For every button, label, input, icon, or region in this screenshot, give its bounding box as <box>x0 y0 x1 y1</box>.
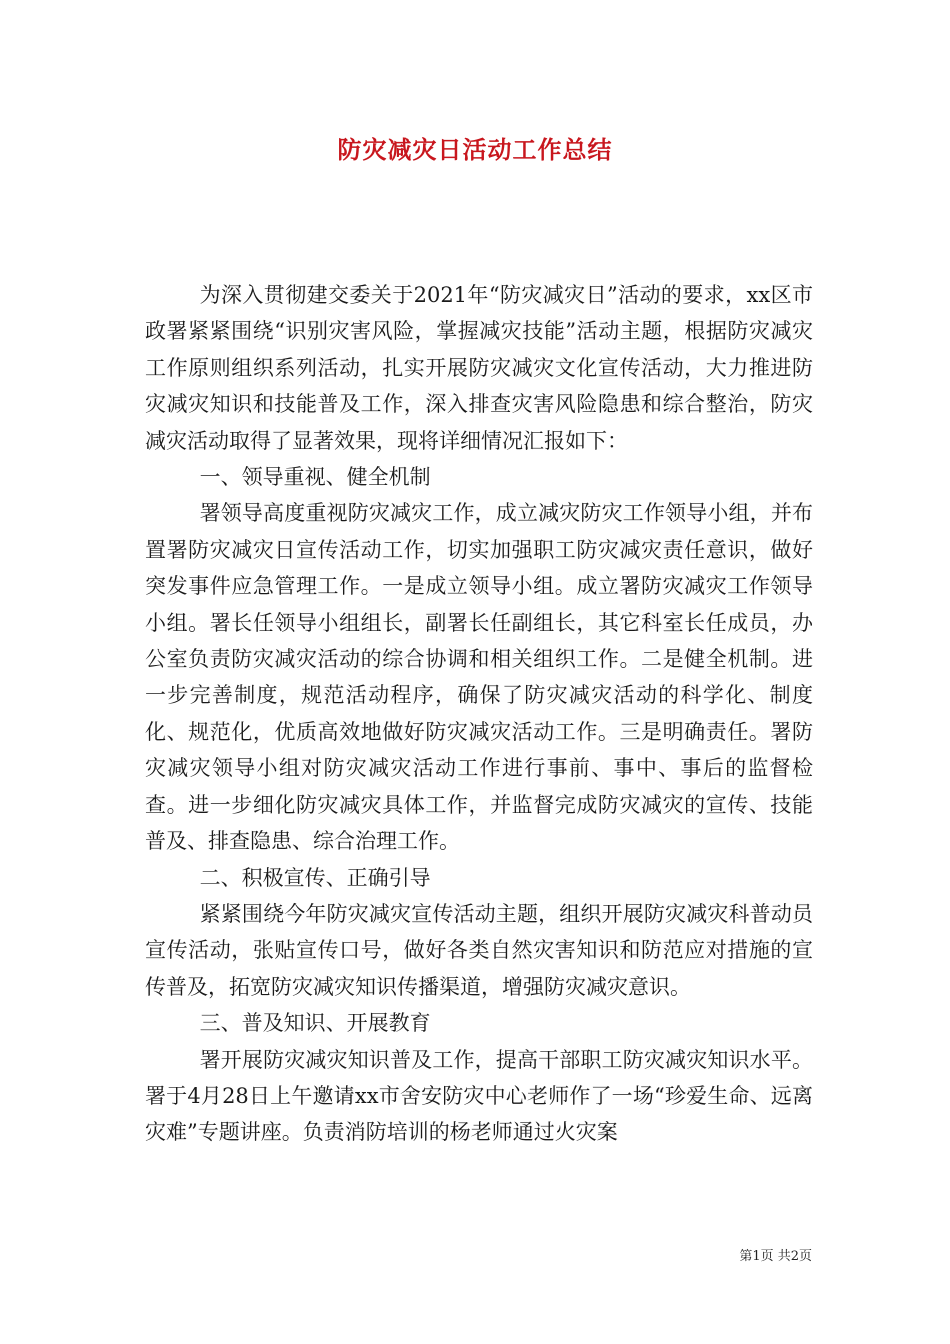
section-paragraph-3: 署开展防灾减灾知识普及工作，提高干部职工防灾减灾知识水平。署于4月28日上午邀请xx市舍安防灾中心老师作了一场“珍爱生命、远离灾难”专题讲座。负责消防培训的杨老师通过火灾案 <box>145 1047 813 1145</box>
section-heading-2: 二、积极宣传、正确引导 <box>199 865 431 890</box>
section-paragraph-1: 署领导高度重视防灾减灾工作，成立减灾防灾工作领导小组，并布置署防灾减灾日宣传活动工作，切实加强职工防灾减灾责任意识，做好突发事件应急管理工作。一是成立领导小组。成立署防灾减灾工作领导小组。署长任领导小组组长，副署长任副组长，其它科室长任成员，办公室负责防灾减灾活动的综合协调和相关组织工作。二是健全机制。进一步完善制度，规范活动程序，确保了防灾减灾活动的科学化、制度化、规范化，优质高效地做好防灾减灾活动工作。三是明确责任。署防灾减灾领导小组对防灾减灾活动工作进行事前、事中、事后的监督检查。进一步细化防灾减灾具体工作，并监督完成防灾减灾的宣传、技能普及、排查隐患、综合治理工作。 <box>145 501 813 854</box>
section-paragraph-2: 紧紧围绕今年防灾减灾宣传活动主题，组织开展防灾减灾科普动员宣传活动，张贴宣传口号，做好各类自然灾害知识和防范应对措施的宣传普及，拓宽防灾减灾知识传播渠道，增强防灾减灾意识。 <box>145 901 813 999</box>
section-heading-1: 一、领导重视、健全机制 <box>199 465 431 490</box>
document-title: 防灾减灾日活动工作总结 <box>337 135 613 164</box>
intro-paragraph: 为深入贯彻建交委关于2021年“防灾减灾日”活动的要求，xx区市政署紧紧围绕“识别灾害风险，掌握减灾技能”活动主题，根据防灾减灾工作原则组织系列活动，扎实开展防灾减灾文化宣传活动，大力推进防灾减灾知识和技能普及工作，深入排查灾害风险隐患和综合整治，防灾减灾活动取得了显著效果，现将详细情况汇报如下： <box>145 283 813 453</box>
section-heading-3: 三、普及知识、开展教育 <box>199 1011 431 1036</box>
page-number: 第1页 共2页 <box>739 1249 812 1264</box>
document-body <box>145 277 813 1151</box>
